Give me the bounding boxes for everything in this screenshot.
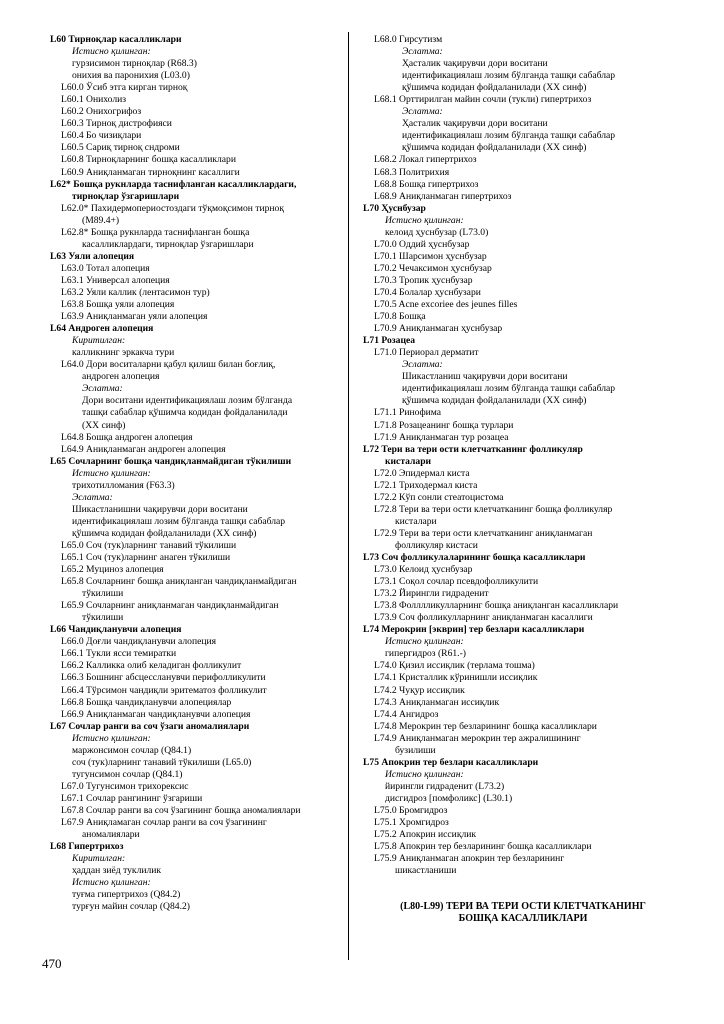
note-label: Истисно қилинган: <box>72 467 151 479</box>
category-heading: L67 Сочлар ранги ва соч ўзаги аномалиялари <box>50 720 250 732</box>
right-column <box>363 34 683 925</box>
page-number: 470 <box>42 956 62 971</box>
entry-line: дисгидроз [помфоликс] (L30.1) <box>385 792 513 804</box>
entry-line: L73.9 Соч фолликулларнинг аниқланмаган касаллиги <box>374 612 593 624</box>
entry-line: L63.0 Тотал алопеция <box>61 262 150 274</box>
entry-line: L73.8 Фолллликулларнинг бошқа аниқланган касалликлари <box>374 600 619 612</box>
entry-line: маржонсимон сочлар (Q84.1) <box>72 744 192 756</box>
entry-line: L66.8 Бошқа чандиқланувчи алопециялар <box>61 696 232 708</box>
note-label: Эслатма: <box>402 359 443 371</box>
entry-line: L68.9 Аниқланмаган гипертрихоз <box>374 190 512 202</box>
entry-line: L66.2 Калликка олиб келадиган фолликулит <box>61 660 242 672</box>
category-heading: L66 Чандиқланувчи алопеция <box>50 624 182 636</box>
entry-line: (M89.4+) <box>82 214 120 226</box>
category-heading: L73 Соч фолликулаларининг бошқа касалликлари <box>363 552 586 564</box>
entry-line: онихия ва паронихия (L03.0) <box>72 70 190 82</box>
entry-line: L65.8 Сочларнинг бошқа аниқланган чандиқланмайдиган <box>61 576 297 588</box>
entry-line: L68.2 Локал гипертрихоз <box>374 154 477 166</box>
entry-line: L72.2 Кўп сонли стеатоцистома <box>374 491 504 503</box>
category-heading: L65 Сочларнинг бошқа чандиқланмайдиган тўкилиши <box>50 455 292 467</box>
note-label: Истисно қилинган: <box>72 732 151 744</box>
entry-line: қўшимча кодидан фойдаланилади (XX синф) <box>72 527 257 539</box>
entry-line: L60.2 Онихогрифоз <box>61 106 142 118</box>
entry-line: ташқи сабаблар қўшимча кодидан фойдаланилади <box>82 407 288 419</box>
left-column <box>50 34 340 913</box>
section-heading: БОШҚА КАСАЛЛИКЛАРИ <box>458 913 588 925</box>
note-label: кисталари <box>395 515 437 527</box>
entry-line: L63.1 Универсал алопеция <box>61 274 170 286</box>
entry-line: қўшимча кодидан фойдаланилади (XX синф) <box>402 395 587 407</box>
entry-line: L63.8 Бошқа уяли алопеция <box>61 299 175 311</box>
entry-line: L68.0 Гирсутизм <box>374 34 443 45</box>
entry-line: L75.9 Аниқланмаган апокрин тер безларининг <box>374 853 565 865</box>
entry-line: L64.8 Бошқа андроген алопеция <box>61 431 193 443</box>
category-heading: L75 Апокрин тер безлари касалликлари <box>363 756 539 768</box>
entry-line: L74.3 Аниқланмаган иссиқлик <box>374 696 500 708</box>
entry-line: L73.0 Келоид ҳуснбузар <box>374 564 473 576</box>
entry-line: L73.2 Йирингли гидраденит <box>374 588 489 600</box>
entry-line: келоид ҳуснбузар (L73.0) <box>385 226 489 238</box>
note-label: Истисно қилинган: <box>385 214 464 226</box>
category-heading: L64 Андроген алопеция <box>50 323 154 335</box>
category-heading: L74 Мерокрин [экврин] тер безлари касалликлари <box>363 624 585 636</box>
entry-line: гурзисимон тирноқлар (R68.3) <box>72 58 197 70</box>
entry-line: L66.4 Тўрсимон чандиқли эритематоз фолликулит <box>61 684 267 696</box>
entry-line: L71.1 Ринофима <box>374 407 442 419</box>
entry-line: трихотилломания (F63.3) <box>72 479 175 491</box>
entry-line: гипергидроз (R61.-) <box>385 648 466 660</box>
note-label: Киритилган: <box>72 335 126 347</box>
note-label: Истисно қилинган: <box>385 768 464 780</box>
entry-line: L75.8 Апокрин тер безларининг бошқа касалликлари <box>374 841 592 853</box>
entry-line: L68.8 Бошқа гипертрихоз <box>374 178 479 190</box>
entry-line: идентификациялаш лозим бўлганда ташқи сабаблар <box>402 383 616 395</box>
note-label: Эслатма: <box>402 106 443 118</box>
entry-line: L63.2 Уяли каллик (лентасимон тур) <box>61 286 210 298</box>
entry-line: тугунсимон сочлар (Q84.1) <box>72 768 183 780</box>
entry-line: L71.0 Периорал дерматит <box>374 347 479 359</box>
entry-line: L70.8 Бошқа <box>374 311 426 323</box>
entry-line: L60.8 Тирноқларнинг бошқа касалликлари <box>61 154 236 166</box>
entry-line: Шикастланиш чақирувчи дори воситани <box>402 371 568 383</box>
note-label: шикастланиши <box>395 865 457 877</box>
entry-line: L74.4 Ангидроз <box>374 708 439 720</box>
entry-line: L60.1 Онихолиз <box>61 94 127 106</box>
entry-line: Дори воситани идентификациялаш лозим бўлганда <box>82 395 293 407</box>
column-divider <box>348 32 349 960</box>
entry-line: L60.3 Тирноқ дистрофияси <box>61 118 172 130</box>
entry-line: туғма гипертрихоз (Q84.2) <box>72 889 181 901</box>
note-label: бузилиши <box>395 744 436 756</box>
entry-line: калликнинг эркакча тури <box>72 347 175 359</box>
entry-line: L60.5 Сариқ тирноқ сндроми <box>61 142 180 154</box>
category-heading: тирноқлар ўзгаришлари <box>72 190 180 202</box>
entry-line: идентификациялаш лозим бўлганда ташқи сабаблар <box>72 515 286 527</box>
entry-line: L60.0 Ўсиб этга кирган тирноқ <box>61 82 188 94</box>
entry-line: L67.1 Сочлар рангининг ўзгариши <box>61 792 203 804</box>
entry-line: Шикастланишни чақирувчи дори воситани <box>72 503 248 515</box>
entry-line: L70.9 Аниқланмаган ҳуснбузар <box>374 323 503 335</box>
entry-line: L74.0 Қизил иссиқлик (терлама тошма) <box>374 660 535 672</box>
entry-line: L71.9 Аниқланмаган тур розацеа <box>374 431 509 443</box>
entry-line: L72.8 Тери ва тери ости клетчатканинг бошқа фолликуляр <box>374 503 613 515</box>
entry-line: идентификациялаш лозим бўлганда ташқи сабаблар <box>402 130 616 142</box>
category-heading: L72 Тери ва тери ости клетчатканинг фолликуляр <box>363 443 583 455</box>
category-heading: L68 Гипертрихоз <box>50 841 124 853</box>
entry-line: қўшимча кодидан фойдаланилади (XX синф) <box>402 142 587 154</box>
entry-line: қўшимча кодидан фойдаланилади (XX синф) <box>402 82 587 94</box>
entry-line: L65.2 Муциноз алопеция <box>61 564 164 576</box>
entry-line: L71.8 Розацеанинг бошқа турлари <box>374 419 514 431</box>
entry-line: L67.9 Аниқламаган сочлар ранги ва соч ўзагининг <box>61 817 267 829</box>
entry-line: идентификациялаш лозим бўлганда ташқи сабаблар <box>402 70 616 82</box>
entry-line: L60.9 Аниқланмаган тирноқнинг касаллиги <box>61 166 240 178</box>
note-label: фолликуляр кистаси <box>395 539 478 551</box>
entry-line: L70.1 Шарсимон ҳуснбузар <box>374 250 487 262</box>
entry-line: L66.3 Бошнинг абсцессланувчи перифолликулити <box>61 672 266 684</box>
note-label: Эслатма: <box>72 491 113 503</box>
entry-line: соч (тук)ларнинг танавий тўкилиши (L65.0) <box>72 756 252 768</box>
entry-line: L72.0 Эпидермал киста <box>374 467 470 479</box>
category-heading: L70 Ҳуснбузар <box>363 202 426 214</box>
note-label: Истисно қилинган: <box>385 636 464 648</box>
entry-line: L74.9 Аниқланмаган мерокрин тер ажралишининг <box>374 732 581 744</box>
entry-line: Ҳасталик чақирувчи дори воситани <box>402 118 548 130</box>
entry-line: L72.1 Триходермал киста <box>374 479 478 491</box>
entry-line: L66.9 Аниқланмаган чандиқланувчи алопеция <box>61 708 251 720</box>
entry-line: L66.0 Доғли чандиқланувчи алопеция <box>61 636 217 648</box>
entry-line: L75.2 Апокрин иссиқлик <box>374 829 477 841</box>
note-label: Истисно қилинган: <box>72 46 151 58</box>
entry-line: L74.8 Мерокрин тер безларининг бошқа касалликлари <box>374 720 597 732</box>
entry-line: L64.9 Аниқланмаган андроген алопеция <box>61 443 226 455</box>
entry-line: Ҳасталик чақирувчи дори воситани <box>402 58 548 70</box>
entry-line: L67.8 Сочлар ранги ва соч ўзагининг бошқа аномалиялари <box>61 805 301 816</box>
entry-line: L63.9 Аниқланмаган уяли алопеция <box>61 311 208 323</box>
entry-line: L75.1 Хромгидроз <box>374 817 449 829</box>
note-label: Эслатма: <box>82 383 123 395</box>
entry-line: L70.0 Оддий ҳуснбузар <box>374 238 470 250</box>
entry-line: L64.0 Дори воситаларни қабул қилиш билан боғлиқ, <box>61 359 276 371</box>
category-heading: L63 Уяли алопеция <box>50 250 135 262</box>
entry-line: тўкилиши <box>82 612 124 624</box>
note-label: Эслатма: <box>402 46 443 58</box>
entry-line: йирингли гидраденит (L73.2) <box>385 780 505 792</box>
entry-line: L62.8* Бошқа рукнларда таснифланган бошқа <box>61 226 250 238</box>
note-label: Истисно қилинган: <box>72 877 151 889</box>
entry-line: L60.4 Бо чизиқлари <box>61 130 142 142</box>
entry-line: L70.4 Болалар ҳуснбузари <box>374 286 481 298</box>
entry-line: L74.1 Кристаллик кўринишли иссиқлик <box>374 672 538 684</box>
entry-line: L75.0 Бромгидроз <box>374 805 448 816</box>
category-heading: L60 Тирноқлар касалликлари <box>50 34 182 45</box>
entry-line: L68.1 Орттирилган майин сочли (тукли) гипертрихоз <box>374 94 592 106</box>
entry-line: (XX синф) <box>82 419 126 431</box>
entry-line: L70.5 Acne excoriee des jeunes filles <box>374 299 518 311</box>
entry-line: L65.0 Соч (тук)ларнинг танавий тўкилиши <box>61 539 237 551</box>
entry-line: L66.1 Тукли ясси темиратки <box>61 648 177 660</box>
category-heading: L62* Бошқа рукнларда таснифланган касалликлардаги, <box>50 178 297 190</box>
entry-line: турғун майин сочлар (Q84.2) <box>72 901 190 913</box>
entry-line: L74.2 Чуқур иссиқлик <box>374 684 465 696</box>
section-heading: (L80-L99) ТЕРИ ВА ТЕРИ ОСТИ КЛЕТЧАТКАНИНГ <box>400 901 646 913</box>
entry-line: L68.3 Политрихия <box>374 166 450 178</box>
category-heading: L71 Розацеа <box>363 335 416 347</box>
category-heading: кисталари <box>385 455 432 467</box>
entry-line: L70.3 Тропик ҳуснбузар <box>374 274 473 286</box>
entry-line: L65.9 Сочларнинг аниқланмаган чандиқланмайдиган <box>61 600 279 612</box>
entry-line: L67.0 Тугунсимон трихорексис <box>61 780 189 792</box>
entry-line: аномалиялари <box>82 829 140 841</box>
entry-line: тўкилиши <box>82 588 124 600</box>
entry-line: L65.1 Соч (тук)ларнинг анаген тўкилиши <box>61 552 231 564</box>
note-label: Киритилган: <box>72 853 126 865</box>
entry-line: L73.1 Соқол сочлар псевдофолликулити <box>374 576 539 588</box>
entry-line: касалликлардаги, тирноқлар ўзгаришлари <box>82 238 254 250</box>
entry-line: L70.2 Чечаксимон ҳуснбузар <box>374 262 492 274</box>
entry-line: ҳаддан зиёд туклилик <box>72 865 162 877</box>
entry-line: андроген алопеция <box>82 371 160 383</box>
entry-line: L72.9 Тери ва тери ости клетчатканинг аниқланмаган <box>374 527 593 539</box>
entry-line: L62.0* Пахидермопериостоздаги тўқмоқсимон тирноқ <box>61 202 285 214</box>
